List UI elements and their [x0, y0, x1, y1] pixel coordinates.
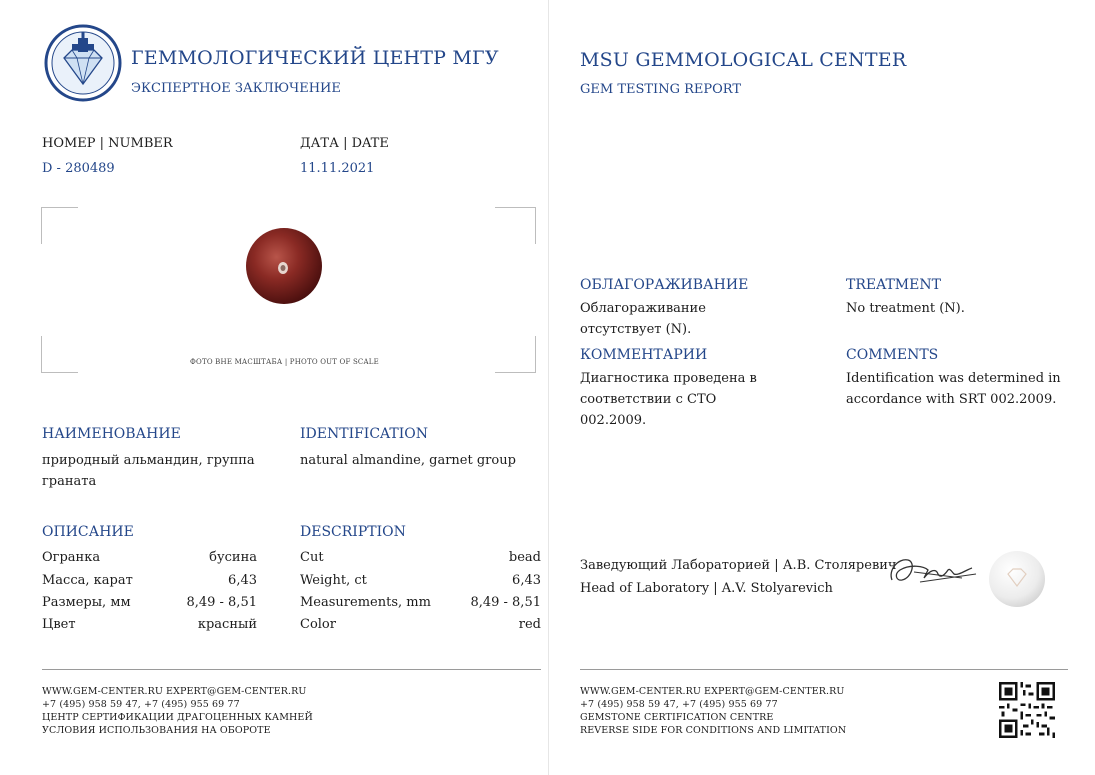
desc-en-val: red	[518, 617, 541, 632]
footer-line: +7 (495) 958 59 47, +7 (495) 955 69 77	[580, 699, 778, 710]
identification-en-heading: IDENTIFICATION	[300, 426, 428, 442]
desc-ru-key: Масса, карат	[42, 573, 133, 588]
description-en-heading: DESCRIPTION	[300, 524, 406, 540]
desc-en-val: 6,43	[512, 573, 541, 588]
subtitle-ru: ЭКСПЕРТНОЕ ЗАКЛЮЧЕНИЕ	[131, 81, 341, 96]
holographic-seal-icon	[988, 550, 1046, 608]
photo-caption: ФОТО ВНЕ МАСШТАБА | PHOTO OUT OF SCALE	[190, 358, 379, 366]
comments-en-heading: COMMENTS	[846, 347, 939, 363]
footer-line: WWW.GEM-CENTER.RU EXPERT@GEM-CENTER.RU	[580, 686, 845, 697]
desc-ru-val: 8,49 - 8,51	[186, 595, 257, 610]
footer-line: REVERSE SIDE FOR CONDITIONS AND LIMITATION	[580, 725, 847, 736]
desc-ru-key: Цвет	[42, 617, 76, 632]
desc-ru-val: 6,43	[228, 573, 257, 588]
photo-frame-corner	[495, 207, 536, 244]
head-of-lab-en: Head of Laboratory | A.V. Stolyarevich	[580, 581, 833, 596]
photo-frame-corner	[41, 336, 78, 373]
treatment-ru-heading: ОБЛАГОРАЖИВАНИЕ	[580, 277, 749, 293]
identification-en-text: natural almandine, garnet group	[300, 453, 516, 468]
head-of-lab-ru: Заведующий Лабораторией | А.В. Столяревич	[580, 558, 897, 573]
date-label: ДАТА | DATE	[300, 136, 389, 151]
treatment-ru-text: Облагораживание отсутствует (N).	[580, 301, 706, 337]
signature-icon	[884, 548, 980, 592]
desc-en-key: Cut	[300, 550, 324, 565]
desc-ru-key: Размеры, мм	[42, 595, 131, 610]
footer-divider	[42, 669, 541, 670]
comments-ru-text: Диагностика проведена в соответствии с СТО 002.2009.	[580, 371, 757, 428]
desc-en-key: Measurements, mm	[300, 595, 431, 610]
treatment-en-heading: TREATMENT	[846, 277, 941, 293]
photo-frame-corner	[41, 207, 78, 244]
desc-ru-key: Огранка	[42, 550, 101, 565]
footer-line: +7 (495) 958 59 47, +7 (495) 955 69 77	[42, 699, 240, 710]
photo-frame-corner	[495, 336, 536, 373]
footer-left	[42, 685, 313, 737]
gem-photo	[244, 226, 324, 306]
page-fold	[548, 0, 549, 775]
title-ru: ГЕММОЛОГИЧЕСКИЙ ЦЕНТР МГУ	[131, 47, 499, 69]
footer-divider	[580, 669, 1068, 670]
number-value: D - 280489	[42, 161, 115, 176]
desc-en-val: 8,49 - 8,51	[470, 595, 541, 610]
identification-ru-heading: НАИМЕНОВАНИЕ	[42, 426, 181, 442]
desc-en-key: Color	[300, 617, 336, 632]
description-ru-heading: ОПИСАНИЕ	[42, 524, 134, 540]
date-value: 11.11.2021	[300, 161, 375, 176]
title-en: MSU GEMMOLOGICAL CENTER	[580, 49, 907, 71]
msu-diamond-logo-icon	[44, 24, 122, 102]
qr-code-icon[interactable]	[999, 682, 1055, 738]
comments-ru-heading: КОММЕНТАРИИ	[580, 347, 708, 363]
comments-en-text: Identification was determined in accordance with SRT 002.2009.	[846, 371, 1061, 407]
desc-ru-val: красный	[197, 617, 257, 632]
footer-line: WWW.GEM-CENTER.RU EXPERT@GEM-CENTER.RU	[42, 686, 307, 697]
desc-en-key: Weight, ct	[300, 573, 367, 588]
identification-ru-text: природный альмандин, группа граната	[42, 453, 255, 489]
footer-line: ЦЕНТР СЕРТИФИКАЦИИ ДРАГОЦЕННЫХ КАМНЕЙ	[42, 712, 313, 723]
footer-right	[580, 685, 846, 737]
subtitle-en: GEM TESTING REPORT	[580, 82, 741, 97]
desc-en-val: bead	[508, 550, 541, 565]
footer-line: УСЛОВИЯ ИСПОЛЬЗОВАНИЯ НА ОБОРОТЕ	[42, 725, 271, 736]
footer-line: GEMSTONE CERTIFICATION CENTRE	[580, 712, 774, 723]
treatment-en-text: No treatment (N).	[846, 301, 965, 316]
number-label: НОМЕР | NUMBER	[42, 136, 173, 151]
desc-ru-val: бусина	[209, 550, 257, 565]
